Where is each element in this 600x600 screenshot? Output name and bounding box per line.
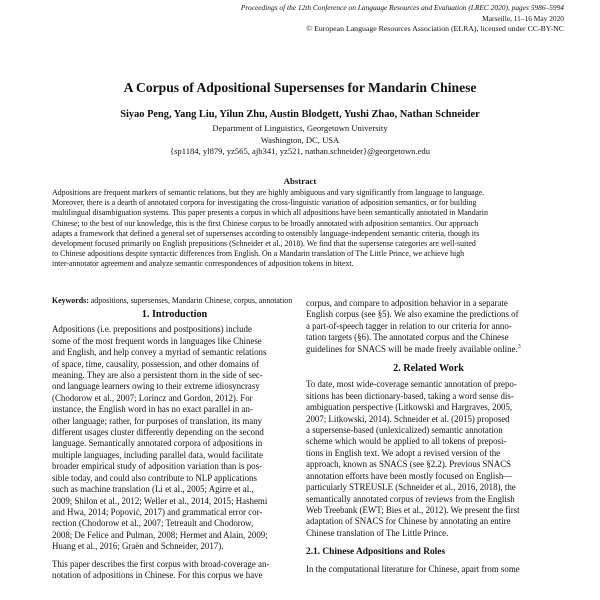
intro-line: of space, time, causality, possession, and other domains of	[52, 358, 259, 369]
intro-line: instance, the English word in has no exact parallel in an-	[52, 404, 253, 415]
intro-line: and English, and help convey a myriad of semantic relations	[52, 347, 267, 358]
paper-title: A Corpus of Adpositional Supersenses for Mandarin Chinese	[123, 80, 477, 95]
related-line: approach, known as SNACS (see §2.2). Previous SNACS	[306, 459, 512, 470]
emails: {sp1184, yl879, yz565, ajb341, yz521, nathan.schneider}@georgetown.edu	[169, 146, 431, 156]
abstract-line: adapts a framework that defined a general set of supersenses according to ostensibly language-independent semantic criteria, though its	[52, 228, 480, 238]
abstract-line: inter-annotator agreement and analyze semantic correspondences of adposition tokens in bitext.	[52, 259, 354, 269]
intro-line: (Chodorow et al., 2007; Lorincz and Gordon, 2012). For	[52, 392, 253, 403]
related-line: a supersense-based (unlexicalized) semantic annotation	[306, 425, 503, 436]
proceedings-header	[224, 3, 564, 35]
related-line: Chinese translation of The Little Prince.	[306, 527, 449, 538]
license-line: © European Language Resources Association (ELRA), licensed under CC-BY-NC	[306, 24, 564, 34]
keywords-label: Keywords:	[52, 296, 89, 305]
left-column	[52, 309, 297, 581]
keywords-text: adpositions, supersenses, Mandarin Chinese, corpus, annotation	[88, 296, 293, 305]
paper-authors: Siyao Peng, Yang Liu, Yilun Zhu, Austin Blodgett, Yushi Zhao, Nathan Schneider	[120, 109, 480, 120]
related-work-heading: 2. Related Work	[393, 363, 464, 375]
cont-line	[306, 344, 551, 355]
intro-line: 2008; De Felice and Pulman, 2008; Hermet and Alain, 2009;	[52, 529, 268, 540]
related-line: Web Treebank (EWT; Bies et al., 2012). We present the first	[306, 504, 520, 515]
subsection-heading: 2.1. Chinese Adpositions and Roles	[306, 547, 446, 558]
intro-line: rection (Chodorow et al., 2007; Tetreault and Chodorow,	[52, 518, 254, 529]
cont-line: a part-of-speech tagger in relation to our criteria for anno-	[306, 320, 512, 331]
intro-line: other language; rather, for purposes of translation, its many	[52, 415, 263, 426]
intro-line: Adpositions (i.e. prepositions and postpositions) include	[52, 324, 252, 335]
abstract-line: Moreover, there is a dearth of annotated corpora for investigating the cross-linguistic variation of adposition semantics, or for building	[52, 198, 477, 208]
right-column	[306, 298, 551, 575]
intro-line: some of the most frequent words in languages like Chinese	[52, 335, 262, 346]
location-line: Marseille, 11–16 May 2020	[482, 13, 564, 23]
abstract-line: to Chinese adpositions despite syntactic differences from English. On a Mandarin translation of The Little Prince, we achieve high	[52, 249, 465, 259]
related-line: To date, most wide-coverage semantic annotation of prepo-	[306, 379, 517, 390]
footnote-mark: 3	[517, 343, 521, 350]
intro-line: notation of adpositions in Chinese. For this corpus we have	[52, 569, 263, 580]
intro-line: This paper describes the first corpus with broad-coverage an-	[52, 558, 270, 569]
intro-line: and Hwa, 2014; Popović, 2017) and grammatical error cor-	[52, 506, 263, 517]
related-line: ambiguation perspective (Litkowski and Hargraves, 2005,	[306, 402, 513, 413]
abstract-body	[52, 188, 549, 270]
intro-line: ond language learners owing to their extreme idiosyncrasy	[52, 381, 260, 392]
subsection-line: In the computational literature for Chinese, apart from some	[306, 563, 520, 574]
intro-line: Huang et al., 2016; Graën and Schneider, 2017).	[52, 541, 224, 552]
intro-line: sible today, and could also contribute to NLP applications	[52, 472, 257, 483]
intro-line: different usages cluster differently depending on the second	[52, 427, 264, 438]
abstract-line: Chinese; to the best of our knowledge, this is the first Chinese corpus to be broadly annotated with adposition semantics. Our approach	[52, 218, 479, 228]
proceedings-line: Proceedings of the 12th Conference on Language Resources and Evaluation (LREC 2020), pages 5986–5994	[240, 3, 564, 12]
related-line: adaptation of SNACS for Chinese by annotating an entire	[306, 516, 511, 527]
related-line: particularly STREUSLE (Schneider et al., 2016, 2018), the	[306, 482, 516, 493]
abstract-line: multilingual disambiguation systems. This paper presents a corpus in which all adpositions have been semantically annotated in Mandarin	[52, 208, 488, 218]
intro-line: broader empirical study of adposition variation than is pos-	[52, 461, 262, 472]
related-line: 2007; Litkowski, 2014). Schneider et al. (2015) proposed	[306, 413, 510, 424]
intro-heading: 1. Introduction	[141, 309, 208, 320]
cont-line: tation targets (§6). The annotated corpus and the Chinese	[306, 332, 509, 343]
abstract-line: Adpositions are frequent markers of semantic relations, but they are highly ambiguous and vary significantly from language to language.	[52, 188, 485, 197]
affiliation	[0, 123, 600, 158]
city: Washington, DC, USA	[260, 134, 340, 145]
department: Department of Linguistics, Georgetown University	[212, 123, 388, 133]
related-line: sitions has been dictionary-based, taking a word sense dis-	[306, 390, 514, 401]
abstract-line: development focused primarily on English prepositions (Schneider et al., 2018). We find that the supersense categories are well-suited	[52, 239, 476, 249]
intro-line: 2009; Shilon et al., 2012; Weller et al., 2014, 2015; Hashemi	[52, 495, 268, 506]
intro-line: such as machine translation (Li et al., 2005; Agirre et al.,	[52, 484, 254, 495]
abstract-heading: Abstract	[283, 176, 317, 186]
intro-line: multiple languages, including parallel data, would facilitate	[52, 449, 263, 460]
cont-line-text: guidelines for SNACS will be made freely available online.	[306, 343, 518, 354]
intro-line: meaning. They are also a persistent thorn in the side of sec-	[52, 370, 263, 381]
cont-line: corpus, and compare to adposition behavior in a separate	[306, 298, 508, 308]
related-line: scheme which would be applied to all tokens of preposi-	[306, 436, 507, 447]
related-line: semantically annotated corpus of reviews from the English	[306, 493, 515, 504]
related-line: annotation efforts have been mostly focused on English—	[306, 470, 513, 481]
related-line: tions in English text. We adopt a revised version of the	[306, 447, 501, 458]
intro-line: language. Semantically annotated corpora of adpositions in	[52, 438, 263, 449]
cont-line: English corpus (see §5). We also examine the predictions of	[306, 309, 519, 320]
